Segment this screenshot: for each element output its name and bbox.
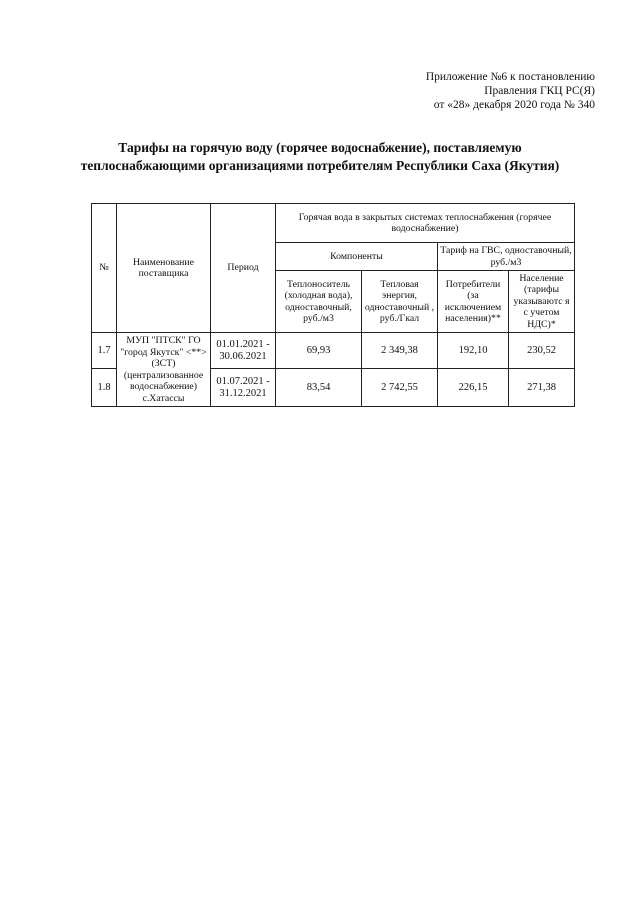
supplier-name: МУП "ПТСК" ГО "город Якутск" <**> (ЗСТ) (централизованное водоснабжение) с.Хатассы [117, 333, 211, 407]
title-line-1: Тарифы на горячую воду (горячее водоснабжение), поставляемую [118, 140, 522, 155]
header-population: Население (тарифы указываютс я с учетом НДС)* [509, 271, 575, 333]
header-thermal-energy: Тепловая энергия, одноставочный , руб./Гкал [362, 271, 438, 333]
appendix-line-3: от «28» декабря 2020 года № 340 [433, 99, 595, 111]
row-population: 230,52 [509, 333, 575, 369]
table-row [92, 333, 575, 369]
row-coolant: 83,54 [276, 369, 362, 407]
header-components: Компоненты [276, 243, 438, 271]
row-thermal-energy: 2 742,55 [362, 369, 438, 407]
title-line-2: теплоснабжающими организациями потребителям Республики Саха (Якутия) [80, 158, 560, 173]
row-number: 1.7 [92, 333, 117, 369]
header-closed-systems: Горячая вода в закрытых системах теплоснабжения (горячее водоснабжение) [276, 204, 575, 243]
row-coolant: 69,93 [276, 333, 362, 369]
row-population: 271,38 [509, 369, 575, 407]
row-consumers: 192,10 [438, 333, 509, 369]
document-title [60, 139, 580, 175]
row-period: 01.01.2021 - 30.06.2021 [211, 333, 276, 369]
header-coolant: Теплоноситель (холодная вода), одноставочный, руб./м3 [276, 271, 362, 333]
header-gvs-tariff: Тариф на ГВС, одноставочный, руб./м3 [438, 243, 575, 271]
appendix-header [426, 70, 595, 112]
header-number: № [92, 204, 117, 333]
header-supplier: Наименование поставщика [117, 204, 211, 333]
tariffs-table [91, 203, 575, 407]
row-consumers: 226,15 [438, 369, 509, 407]
header-period: Период [211, 204, 276, 333]
row-period: 01.07.2021 - 31.12.2021 [211, 369, 276, 407]
header-consumers: Потребители (за исключением населения)** [438, 271, 509, 333]
appendix-line-1: Приложение №6 к постановлению [425, 71, 595, 83]
appendix-line-2: Правления ГКЦ РС(Я) [484, 85, 595, 97]
row-number: 1.8 [92, 369, 117, 407]
row-thermal-energy: 2 349,38 [362, 333, 438, 369]
